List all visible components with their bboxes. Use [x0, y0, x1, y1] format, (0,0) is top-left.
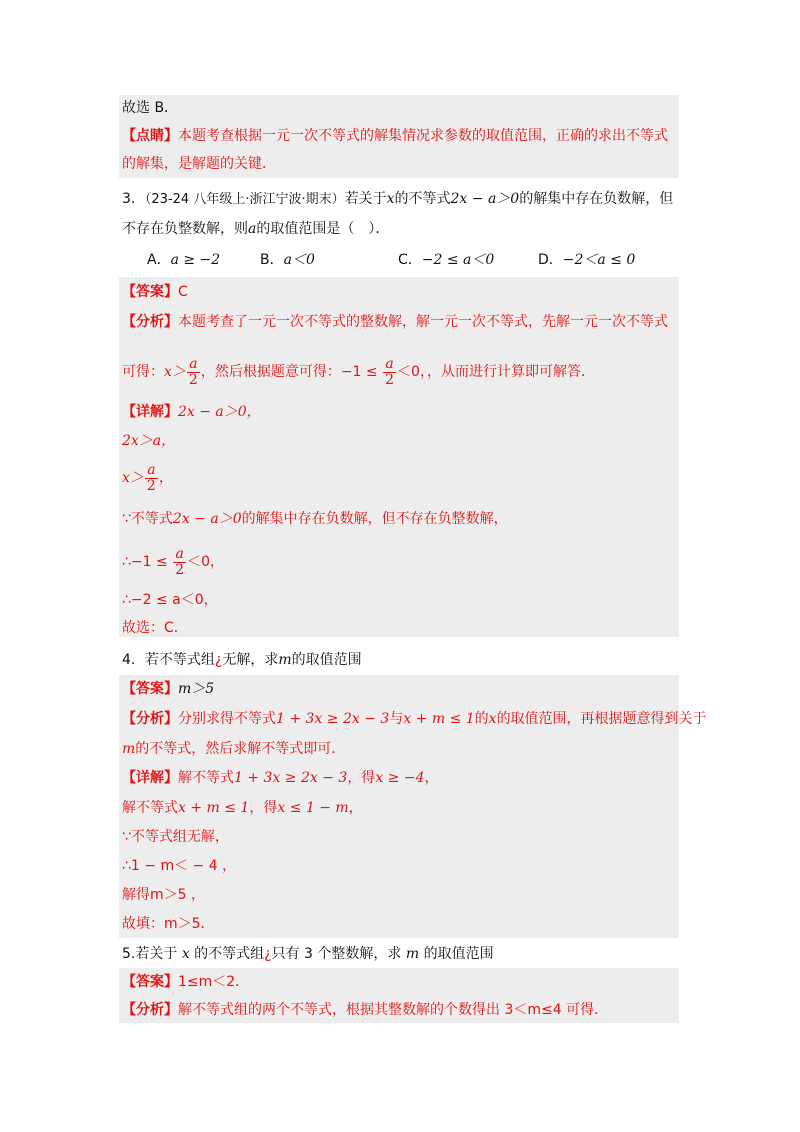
- detail-line-4-5: 解得m＞5 ，: [122, 887, 205, 903]
- solution: x ≥ −4: [375, 770, 425, 786]
- analysis-text: 与: [389, 711, 404, 727]
- analysis-line-2: [122, 356, 595, 388]
- analysis-tag: 【分析】: [122, 1002, 178, 1018]
- detail-text: ，: [348, 800, 363, 816]
- detail-line-4-2: [122, 798, 363, 818]
- answer-value: 1≤m＜2．: [178, 974, 250, 990]
- analysis-text: 分别求得不等式: [178, 711, 276, 727]
- detail-line-6: ∴−2 ≤ a＜0，: [122, 592, 218, 608]
- var-x: x: [386, 191, 395, 207]
- analysis-text: ，然后根据题意可得：: [200, 364, 341, 380]
- answer-value: C: [178, 284, 188, 300]
- option-value: −2 ≤ a＜0: [421, 252, 495, 268]
- stem-text: 只有 3 个整数解，求: [271, 946, 406, 962]
- answer-tag: 【答案】: [122, 284, 178, 300]
- math-expr: −1 ≤: [340, 364, 383, 380]
- final-answer-3: 故选：C．: [122, 620, 188, 636]
- broken-glyph: ¿: [214, 652, 223, 668]
- fraction-a-over-2: [145, 463, 158, 494]
- detail-text: 解不等式: [122, 800, 178, 816]
- analysis-line-4-1: [122, 709, 707, 729]
- comment-text-1: 本题考查根据一元一次不等式的解集情况求参数的取值范围，正确的求出不等式: [178, 128, 668, 144]
- analysis-text: 的不等式，然后求解不等式即可．: [135, 741, 346, 757]
- analysis-text: ＜0，，从而进行计算即可解答．: [397, 364, 595, 380]
- option-letter: B．: [260, 252, 284, 268]
- comment-tag: 【点睛】: [122, 128, 178, 144]
- broken-glyph: ¿: [264, 946, 272, 962]
- comment-line-1: [122, 126, 668, 146]
- var-m: m: [122, 741, 136, 757]
- option-b[interactable]: [260, 250, 315, 270]
- question-3-line-1: [122, 189, 673, 210]
- stem-text: 的不等式组: [189, 946, 265, 962]
- analysis-text: 的取值范围，再根据题意得到关于: [496, 711, 707, 727]
- stem-text: 若关于: [344, 191, 387, 207]
- option-letter: D．: [538, 252, 563, 268]
- question-5: [122, 944, 494, 964]
- var-m: m: [405, 946, 420, 962]
- stem-text: 5.若关于: [122, 946, 182, 962]
- math-step: ∴−1 ≤: [122, 554, 173, 570]
- stem-text: 的解集中存在负数解，但: [519, 191, 674, 207]
- math-step: ＜0，: [187, 554, 225, 570]
- option-value: −2＜a ≤ 0: [562, 252, 636, 268]
- option-letter: A．: [147, 252, 171, 268]
- fraction-numerator: a: [383, 357, 396, 373]
- conclusion-p2: 故选 B．: [122, 100, 179, 116]
- fraction-a-over-2: [173, 547, 186, 578]
- detail-line-4-6: 故填：m＞5．: [122, 916, 215, 932]
- analysis-text: 解不等式组的两个不等式，根据其整数解的个数得出 3＜m≤4 可得．: [178, 1002, 609, 1018]
- analysis-line-4-2: [122, 739, 345, 759]
- detail-line-4-1: [122, 768, 438, 788]
- option-d[interactable]: [538, 250, 635, 270]
- option-letter: C．: [398, 252, 422, 268]
- analysis-text: 的: [474, 711, 489, 727]
- fraction-denominator: 2: [385, 371, 395, 388]
- inequality: 2x − a＞0: [450, 191, 520, 207]
- detail-tag: 【详解】: [122, 404, 178, 420]
- detail-text: 的解集中存在负数解，但不存在负整数解，: [241, 511, 508, 527]
- detail-line-1: [122, 402, 261, 422]
- fraction-denominator: 2: [188, 371, 198, 388]
- answer-tag: 【答案】: [122, 681, 178, 697]
- detail-text: ，得: [347, 770, 376, 786]
- analysis-tag: 【分析】: [122, 314, 178, 330]
- fraction-a-over-2: [383, 357, 396, 388]
- stem-text: 的取值范围: [291, 652, 362, 668]
- stem-text: 不存在负整数解，则: [122, 221, 248, 237]
- question-4: [122, 650, 362, 670]
- analysis-line-1: [122, 312, 668, 332]
- detail-text: ∵不等式: [122, 511, 173, 527]
- analysis-line-5: [122, 1000, 608, 1020]
- stem-text: 的取值范围: [419, 946, 494, 962]
- option-a[interactable]: [147, 250, 220, 270]
- question-3-line-2: [122, 219, 389, 239]
- analysis-text: 可得：: [122, 364, 164, 380]
- answer-value: m＞5: [178, 681, 215, 697]
- fraction-denominator: 2: [175, 561, 185, 578]
- stem-text: 的取值范围是（ ）．: [256, 221, 390, 237]
- detail-line-4-4: ∴1 − m＜ − 4 ，: [122, 858, 237, 874]
- detail-line-2: 2x＞a，: [122, 433, 176, 449]
- math-step: x＞: [122, 470, 144, 486]
- inequality: 1 + 3x ≥ 2x − 3: [276, 711, 390, 727]
- fraction-denominator: 2: [146, 477, 156, 494]
- math-expr: x＞: [164, 364, 186, 380]
- detail-text: ，: [424, 770, 439, 786]
- option-value: a ≥ −2: [170, 252, 221, 268]
- inequality: x + m ≤ 1: [403, 711, 475, 727]
- solution: x ≤ 1 − m: [277, 800, 349, 816]
- answer-line-3: [122, 282, 188, 302]
- fraction-numerator: a: [173, 547, 186, 563]
- detail-line-5: [122, 546, 224, 578]
- var-a: a: [248, 221, 257, 237]
- var-x: x: [181, 946, 190, 962]
- inequality: 1 + 3x ≥ 2x − 3: [234, 770, 348, 786]
- fraction-a-over-2: [187, 357, 200, 388]
- stem-text: 的不等式: [394, 191, 451, 207]
- fraction-numerator: a: [145, 463, 158, 479]
- analysis-tag: 【分析】: [122, 711, 178, 727]
- analysis-text: 本题考查了一元一次不等式的整数解，解一元一次不等式，先解一元一次不等式: [178, 314, 668, 330]
- stem-text: 无解，求: [222, 652, 279, 668]
- detail-line-4: [122, 509, 508, 529]
- comment-line-2: 的解集，是解题的关键．: [122, 156, 276, 172]
- detail-line-4-3: ∵不等式组无解，: [122, 829, 229, 845]
- detail-line-3: [122, 462, 173, 494]
- inequality: 2x − a＞0: [172, 511, 242, 527]
- stem-text: 4．若不等式组: [122, 652, 215, 668]
- question-source: （23-24 八年级上·浙江宁波·期末）: [144, 192, 345, 207]
- answer-line-4: [122, 679, 214, 699]
- answer-tag: 【答案】: [122, 974, 178, 990]
- detail-text: 解不等式: [178, 770, 234, 786]
- option-c[interactable]: [398, 250, 494, 270]
- var-m: m: [278, 652, 292, 668]
- inequality: x + m ≤ 1: [178, 800, 250, 816]
- math-step: 2x − a＞0，: [178, 404, 261, 420]
- math-step: ，: [158, 470, 173, 486]
- question-number: 3．: [122, 191, 145, 207]
- var-x: x: [488, 711, 497, 727]
- detail-tag: 【详解】: [122, 770, 178, 786]
- option-value: a＜0: [283, 252, 315, 268]
- fraction-numerator: a: [187, 357, 200, 373]
- answer-line-5: [122, 972, 249, 992]
- detail-text: ，得: [249, 800, 278, 816]
